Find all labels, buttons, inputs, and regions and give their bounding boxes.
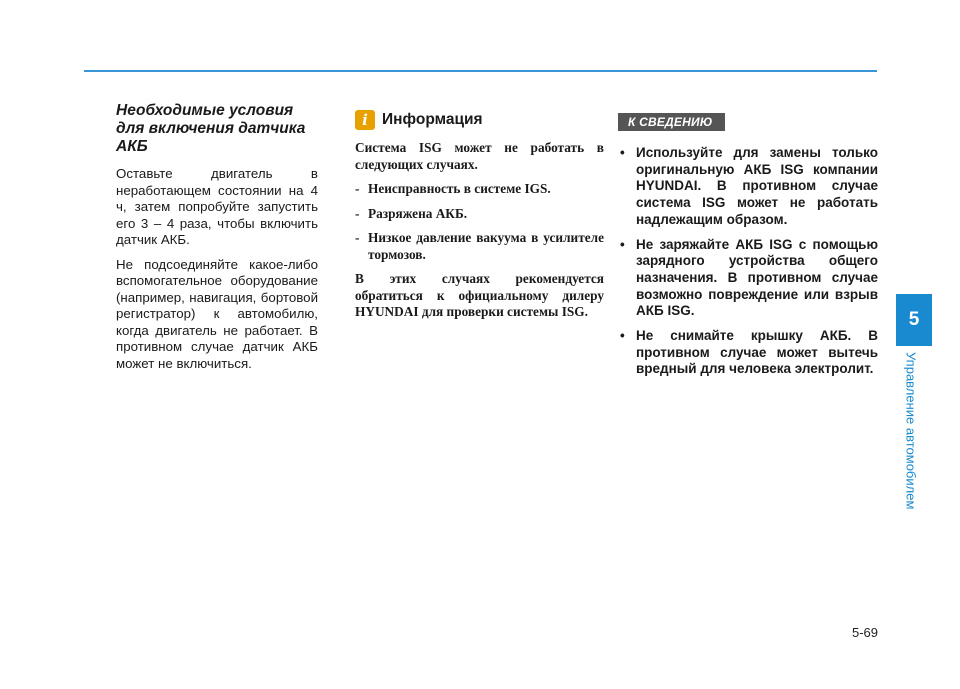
info-title: Информация	[382, 111, 483, 128]
body-paragraph: Оставьте двигатель в неработающем состоянии на 4 ч, затем попробуйте запустить его 3 – 4 раза, чтобы включить датчик АКБ.	[116, 166, 318, 247]
section-heading: Необходимые условия для включения датчика АКБ	[116, 102, 306, 155]
left-column	[116, 102, 318, 380]
list-item	[612, 237, 878, 321]
bullet-marker: •	[620, 145, 625, 160]
list-item-text: Не снимайте крышку АКБ. В противном случае может вытечь вредный для человека электролит.	[636, 328, 878, 377]
dash-marker: -	[355, 181, 360, 196]
list-item	[355, 181, 604, 198]
top-divider	[84, 70, 877, 72]
list-item-text: Неисправность в системе IGS.	[368, 181, 551, 196]
list-item-text: Не заряжайте АКБ ISG с помощью зарядного устройства общего назначения. В противном случае возможно повреждение или взрыв АКБ ISG.	[636, 236, 878, 319]
info-list	[355, 181, 604, 263]
list-item	[355, 230, 604, 263]
info-header	[355, 110, 604, 130]
bullet-marker: •	[620, 328, 625, 344]
info-column	[355, 102, 604, 329]
info-outro: В этих случаях рекомендуется обратиться к официальному дилеру HYUNDAI для проверки системы ISG.	[355, 271, 604, 319]
list-item	[612, 328, 878, 378]
info-icon: i	[355, 110, 375, 130]
dash-marker: -	[355, 205, 360, 221]
list-item	[612, 145, 878, 229]
chapter-tab: 5	[896, 294, 932, 346]
notice-column	[612, 102, 878, 386]
bullet-marker: •	[620, 236, 625, 252]
list-item-text: Используйте для замены только оригинальную АКБ ISG компании HYUNDAI. В противном случае система ISG может не работать надлежащим образом.	[636, 145, 878, 227]
notice-list	[612, 145, 878, 378]
dash-marker: -	[355, 230, 360, 245]
list-item	[355, 206, 604, 223]
list-item-text: Низкое давление вакуума в усилителе тормозов.	[368, 230, 604, 262]
info-intro: Система ISG может не работать в следующих случаях.	[355, 140, 604, 172]
body-paragraph: Не подсоединяйте какое-либо вспомогательное оборудование (например, навигация, бортовой регистратор) к автомобилю, когда двигатель не работает. В противном случае датчик АКБ может не включиться.	[116, 256, 318, 371]
page-number: 5-69	[851, 625, 878, 640]
chapter-label-text: Управление автомобилем	[903, 352, 919, 510]
list-item-text: Разряжена АКБ.	[368, 205, 468, 221]
chapter-label	[900, 344, 922, 518]
notice-badge: К СВЕДЕНИЮ	[618, 113, 725, 131]
